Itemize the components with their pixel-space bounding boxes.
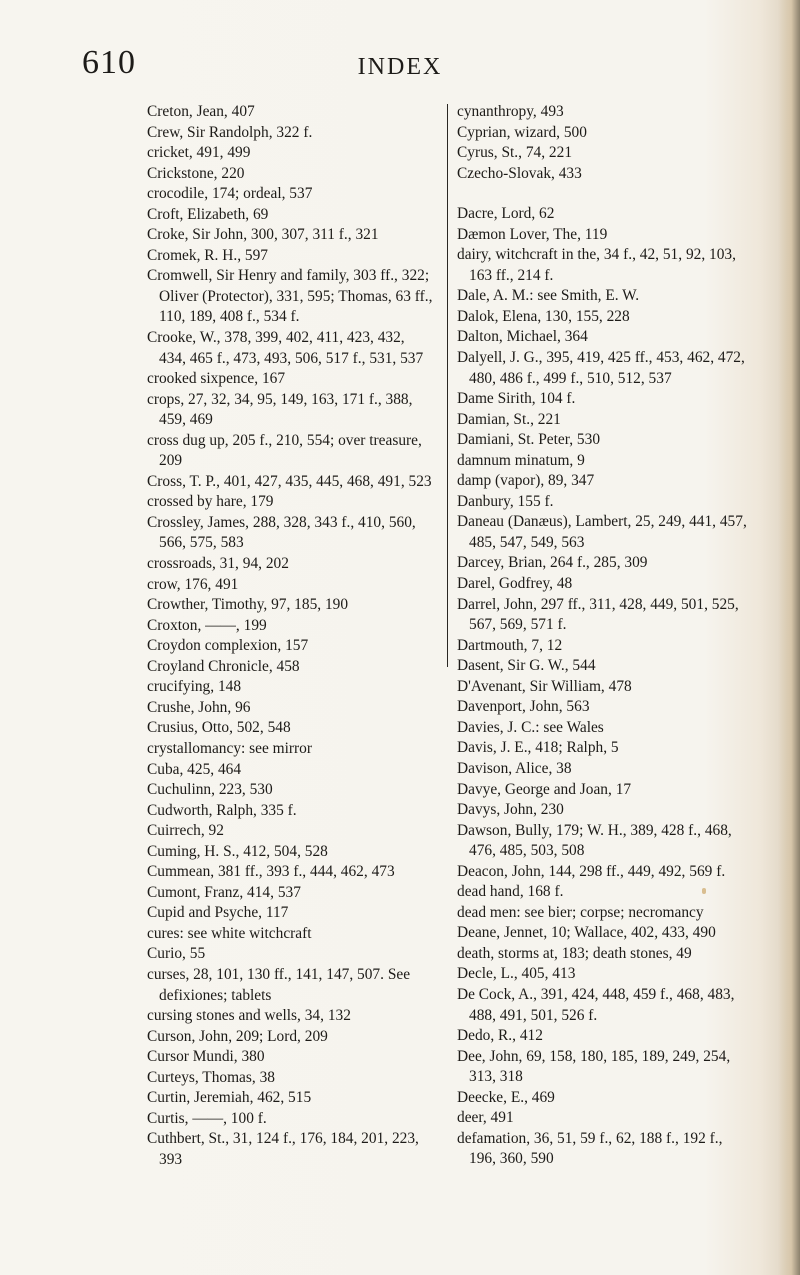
index-entry: Creton, Jean, 407	[147, 103, 255, 120]
index-entry: damnum minatum, 9	[457, 451, 585, 469]
index-entry: cynanthropy, 493	[457, 103, 564, 120]
index-entry: Curtin, Jeremiah, 462, 515	[147, 1089, 312, 1107]
index-entry: dairy, witchcraft in the, 34 f., 42, 51, 92, 103, 163 ff., 214 f.	[457, 246, 736, 284]
index-entry: Dartmouth, 7, 12	[457, 636, 563, 654]
index-entry: Dalton, Michael, 364	[457, 328, 588, 346]
index-entry: Cuthbert, St., 31, 124 f., 176, 184, 201, 223, 393	[147, 1130, 419, 1168]
index-entry: crossed by hare, 179	[147, 493, 274, 511]
index-entry: dead hand, 168 f.	[457, 883, 564, 901]
index-entry: Croft, Elizabeth, 69	[147, 205, 269, 223]
index-entry: Czecho-Slovak, 433	[457, 164, 582, 182]
index-entry: Crew, Sir Randolph, 322 f.	[147, 123, 313, 141]
index-entry: cures: see white witchcraft	[147, 924, 312, 942]
index-entry: Deacon, John, 144, 298 ff., 449, 492, 569 f.	[457, 862, 726, 880]
index-entry: crossroads, 31, 94, 202	[147, 555, 289, 573]
index-entry: Croydon complexion, 157	[147, 637, 309, 655]
index-entry: death, storms at, 183; death stones, 49	[457, 944, 692, 962]
index-entry: Curio, 55	[147, 945, 206, 963]
index-entry: De Cock, A., 391, 424, 448, 459 f., 468, 483, 488, 491, 501, 526 f.	[457, 985, 735, 1024]
index-entry: Crickstone, 220	[147, 164, 245, 182]
index-entry: Curson, John, 209; Lord, 209	[147, 1027, 328, 1045]
index-entry: Dacre, Lord, 62	[457, 205, 555, 223]
index-entry: defamation, 36, 51, 59 f., 62, 188 f., 192 f., 196, 360, 590	[457, 1129, 723, 1168]
index-entry: Crossley, James, 288, 328, 343 f., 410, 560, 566, 575, 583	[147, 513, 416, 552]
index-entry: Davys, John, 230	[457, 801, 564, 819]
index-entry: Dee, John, 69, 158, 180, 185, 189, 249, 254, 313, 318	[457, 1047, 731, 1086]
index-entry: cricket, 491, 499	[147, 144, 251, 162]
index-entry: Cumont, Franz, 414, 537	[147, 883, 301, 901]
index-entry: Dedo, R., 412	[457, 1027, 543, 1045]
column-divider	[447, 104, 448, 667]
index-entry: crops, 27, 32, 34, 95, 149, 163, 171 f., 388, 459, 469	[147, 390, 413, 429]
index-entry: Cyprian, wizard, 500	[457, 123, 587, 141]
index-entry: Davies, J. C.: see Wales	[457, 718, 604, 736]
index-entry: Crusius, Otto, 502, 548	[147, 719, 291, 737]
page-number: 610	[82, 44, 136, 81]
index-entry: damp (vapor), 89, 347	[457, 472, 595, 490]
index-entry: Deane, Jennet, 10; Wallace, 402, 433, 490	[457, 924, 716, 942]
index-entry: crocodile, 174; ordeal, 537	[147, 185, 313, 203]
index-entry: crucifying, 148	[147, 678, 242, 696]
index-entry: Dæmon Lover, The, 119	[457, 225, 608, 243]
index-entry: Davenport, John, 563	[457, 698, 590, 716]
index-entry: Cyrus, St., 74, 221	[457, 144, 573, 162]
index-entry: Cromek, R. H., 597	[147, 246, 268, 264]
index-entry: Cudworth, Ralph, 335 f.	[147, 801, 297, 819]
index-entry: Darcey, Brian, 264 f., 285, 309	[457, 554, 648, 572]
index-entry: D'Avenant, Sir William, 478	[457, 677, 632, 695]
index-entry: Damiani, St. Peter, 530	[457, 431, 601, 449]
index-entry: Cummean, 381 ff., 393 f., 444, 462, 473	[147, 863, 395, 881]
index-entry: Darel, Godfrey, 48	[457, 575, 573, 593]
index-entry: Dalyell, J. G., 395, 419, 425 ff., 453, 462, 472, 480, 486 f., 499 f., 510, 512, 537	[457, 349, 745, 387]
index-entry: Dame Sirith, 104 f.	[457, 390, 576, 408]
index-entry: Cross, T. P., 401, 427, 435, 445, 468, 491, 523	[147, 472, 432, 490]
index-entry: Curteys, Thomas, 38	[147, 1068, 275, 1086]
index-entry: cursing stones and wells, 34, 132	[147, 1007, 351, 1025]
index-entry: Curtis, ——, 100 f.	[147, 1109, 267, 1127]
index-entry: crooked sixpence, 167	[147, 370, 286, 388]
index-entry: Cuchulinn, 223, 530	[147, 781, 273, 799]
index-entry: Damian, St., 221	[457, 410, 561, 428]
running-head: INDEX	[357, 54, 443, 80]
index-entry: Davye, George and Joan, 17	[457, 780, 632, 798]
index-entry: Darrel, John, 297 ff., 311, 428, 449, 501, 525, 567, 569, 571 f.	[457, 595, 739, 634]
index-entry: curses, 28, 101, 130 ff., 141, 147, 507. See defixiones; tablets	[147, 965, 411, 1004]
index-entry: cross dug up, 205 f., 210, 554; over treasure, 209	[147, 431, 422, 470]
index-entry: Dasent, Sir G. W., 544	[457, 657, 596, 675]
index-entry: Croyland Chronicle, 458	[147, 657, 300, 675]
index-entry: Daneau (Danæus), Lambert, 25, 249, 441, 457, 485, 547, 549, 563	[457, 513, 747, 551]
index-entry: Cuba, 425, 464	[147, 760, 242, 778]
index-entry: Crowther, Timothy, 97, 185, 190	[147, 596, 349, 614]
index-entry: Cursor Mundi, 380	[147, 1048, 265, 1066]
paper-speck	[702, 888, 706, 894]
index-entry: Danbury, 155 f.	[457, 492, 554, 510]
index-entry: Deecke, E., 469	[457, 1088, 555, 1106]
left-index-column	[147, 102, 433, 1170]
index-entry: Croxton, ——, 199	[147, 616, 267, 634]
index-entry: Cupid and Psyche, 117	[147, 904, 289, 922]
index-entry: Dale, A. M.: see Smith, E. W.	[457, 287, 640, 305]
index-entry: deer, 491	[457, 1109, 514, 1127]
index-entry: Dalok, Elena, 130, 155, 228	[457, 307, 630, 325]
index-entry: Davis, J. E., 418; Ralph, 5	[457, 739, 619, 757]
index-entry: Dawson, Bully, 179; W. H., 389, 428 f., 468, 476, 485, 503, 508	[457, 821, 732, 860]
index-entry: Cromwell, Sir Henry and family, 303 ff., 322; Oliver (Protector), 331, 595; Thomas, 63 ff., 110, 189, 408 f., 534 f.	[147, 267, 433, 326]
page-edge-shadow	[778, 0, 800, 1275]
index-entry: Cuming, H. S., 412, 504, 528	[147, 842, 328, 860]
index-entry: Croke, Sir John, 300, 307, 311 f., 321	[147, 226, 379, 244]
index-entry: Davison, Alice, 38	[457, 759, 572, 777]
index-entry: crow, 176, 491	[147, 575, 239, 593]
right-index-column	[457, 102, 753, 1170]
index-entry: Cuirrech, 92	[147, 822, 224, 840]
index-entry: dead men: see bier; corpse; necromancy	[457, 903, 704, 921]
index-entry: Crooke, W., 378, 399, 402, 411, 423, 432, 434, 465 f., 473, 493, 506, 517 f., 531, 537	[147, 329, 424, 367]
index-entry: Decle, L., 405, 413	[457, 965, 576, 983]
index-entry: Crushe, John, 96	[147, 698, 251, 716]
index-entry: crystallomancy: see mirror	[147, 739, 312, 757]
